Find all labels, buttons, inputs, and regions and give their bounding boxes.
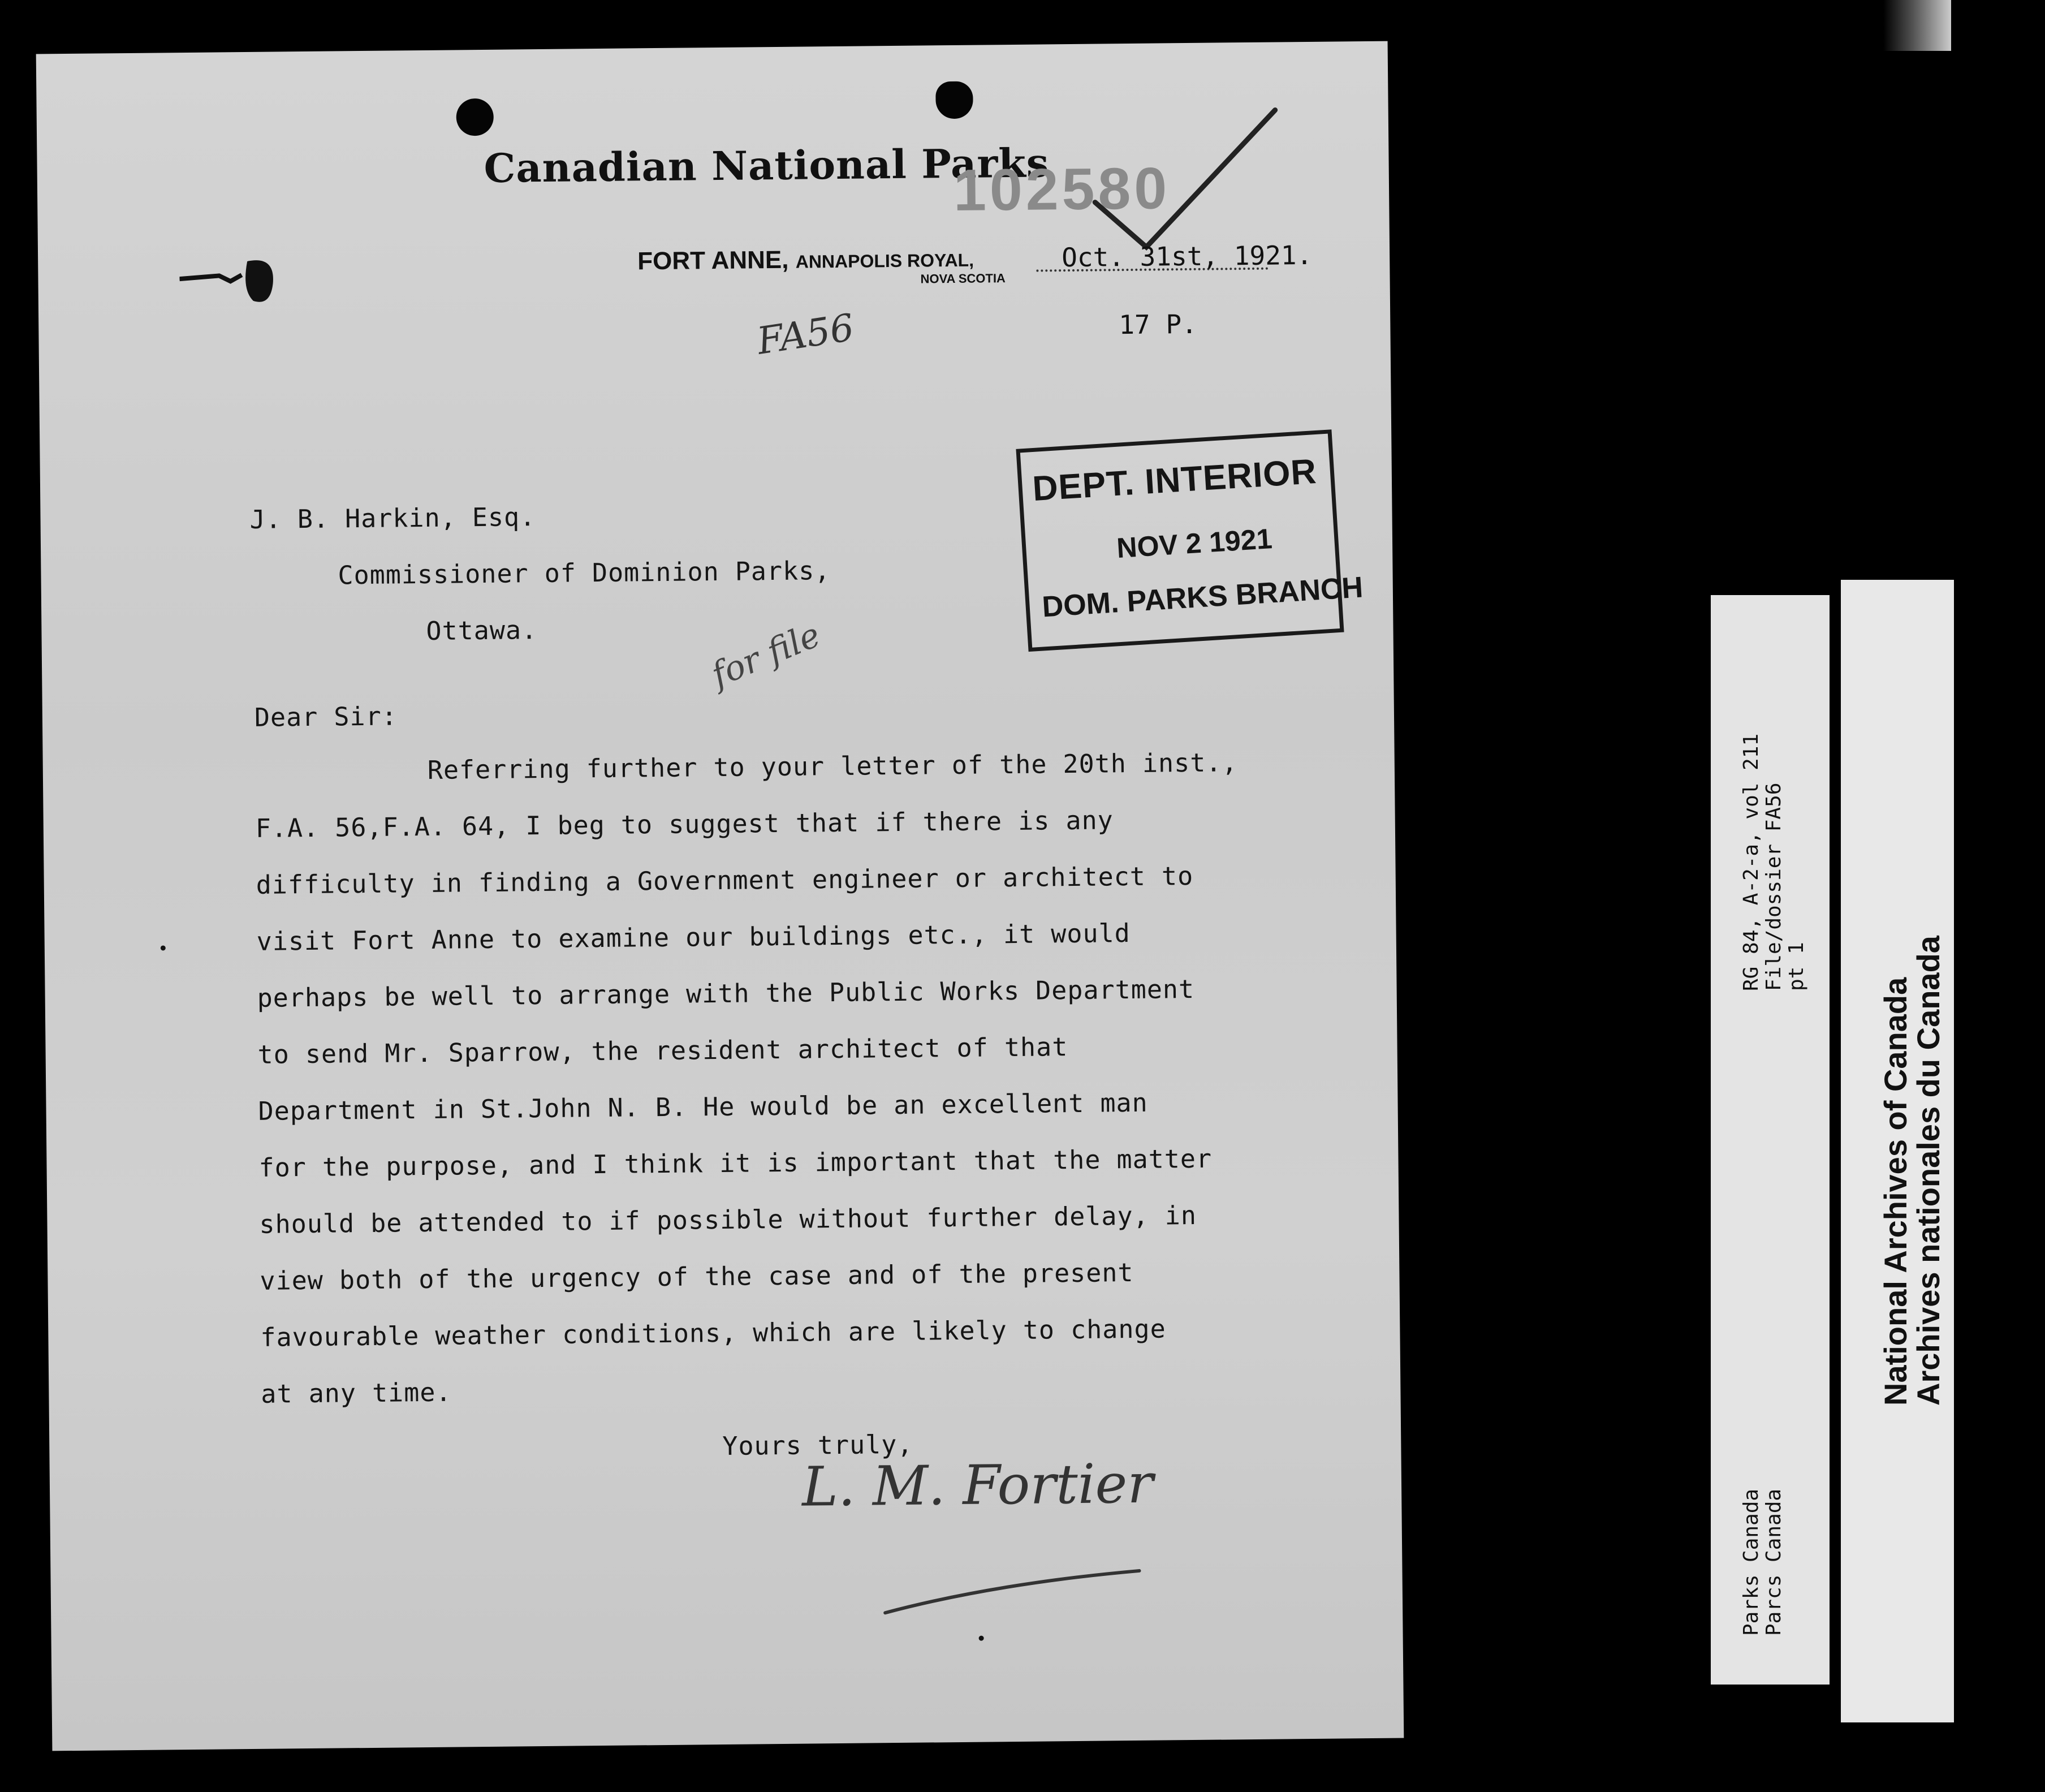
body-line: for the purpose, and I think it is important that the matter — [258, 1143, 1213, 1183]
margin-ink-mark — [179, 249, 287, 316]
archive-reference-line: RG 84, A-2-a, vol 211 — [1740, 733, 1763, 991]
punch-hole-right — [935, 81, 973, 119]
body-line: visit Fort Anne to examine our buildings etc., it would — [256, 918, 1131, 957]
archive-reference-label — [1711, 595, 1830, 1685]
page-edge-corner — [1883, 0, 1951, 51]
body-line: view both of the urgency of the case and of the present — [260, 1257, 1134, 1296]
body-line: should be attended to if possible without further delay, in — [259, 1200, 1197, 1239]
stamp-department: DEPT. INTERIOR — [1031, 452, 1318, 509]
body-line: perhaps be well to arrange with the Public Works Department — [257, 973, 1195, 1013]
punch-hole-left — [456, 98, 494, 136]
signature-underline — [882, 1565, 1142, 1621]
location-province: NOVA SCOTIA — [920, 271, 1006, 286]
body-line: F.A. 56,F.A. 64, I beg to suggest that if there is any — [255, 805, 1114, 843]
archive-org-line: Parcs Canada — [1762, 1488, 1785, 1636]
archive-org-line: Parks Canada — [1740, 1488, 1763, 1636]
recipient-name: J. B. Harkin, Esq. — [249, 502, 536, 535]
body-line: to send Mr. Sparrow, the resident architect of that — [257, 1032, 1068, 1070]
closing: Yours truly, — [722, 1429, 913, 1462]
recipient-city: Ottawa. — [426, 615, 538, 646]
sender-location — [637, 244, 974, 276]
letterhead-title: Canadian National Parks — [484, 139, 1050, 192]
page-reference: 17 P. — [1119, 308, 1198, 341]
location-fort: FORT ANNE, — [637, 245, 789, 275]
location-town: ANNAPOLIS ROYAL, — [795, 249, 974, 272]
recipient-title: Commissioner of Dominion Parks, — [338, 555, 831, 591]
ink-dot — [979, 1636, 984, 1641]
stamp-branch: DOM. PARKS BRANCH — [1041, 571, 1364, 624]
body-line: favourable weather conditions, which are likely to change — [260, 1313, 1166, 1352]
letter-sheet — [36, 41, 1404, 1751]
handwritten-file-note: FA56 — [754, 305, 857, 363]
salutation: Dear Sir: — [254, 701, 398, 733]
handwritten-margin-note: for file — [706, 615, 826, 696]
body-line: at any time. — [261, 1377, 452, 1409]
check-mark-icon — [1083, 104, 1288, 256]
ink-dot — [161, 945, 166, 950]
received-stamp — [1016, 429, 1364, 652]
body-line: Department in St.John N. B. He would be an excellent man — [258, 1087, 1148, 1126]
signature: L. M. Fortier — [801, 1451, 1154, 1519]
archive-reference-line: pt 1 — [1785, 942, 1808, 991]
body-line: Referring further to your letter of the 20th inst., — [427, 747, 1238, 785]
archives-name-french: Archives nationales du Canada — [1910, 936, 1946, 1406]
file-number-stamp: 102580 — [953, 156, 1171, 223]
national-archives-label — [1841, 580, 1954, 1722]
stamp-date: NOV 2 1921 — [1115, 523, 1274, 565]
letter-date: Oct. 31st, 1921. — [1061, 239, 1313, 273]
archives-name-english: National Archives of Canada — [1878, 977, 1913, 1406]
archive-reference-line: File/dossier FA56 — [1762, 782, 1785, 991]
body-line: difficulty in finding a Government engineer or architect to — [256, 860, 1194, 900]
